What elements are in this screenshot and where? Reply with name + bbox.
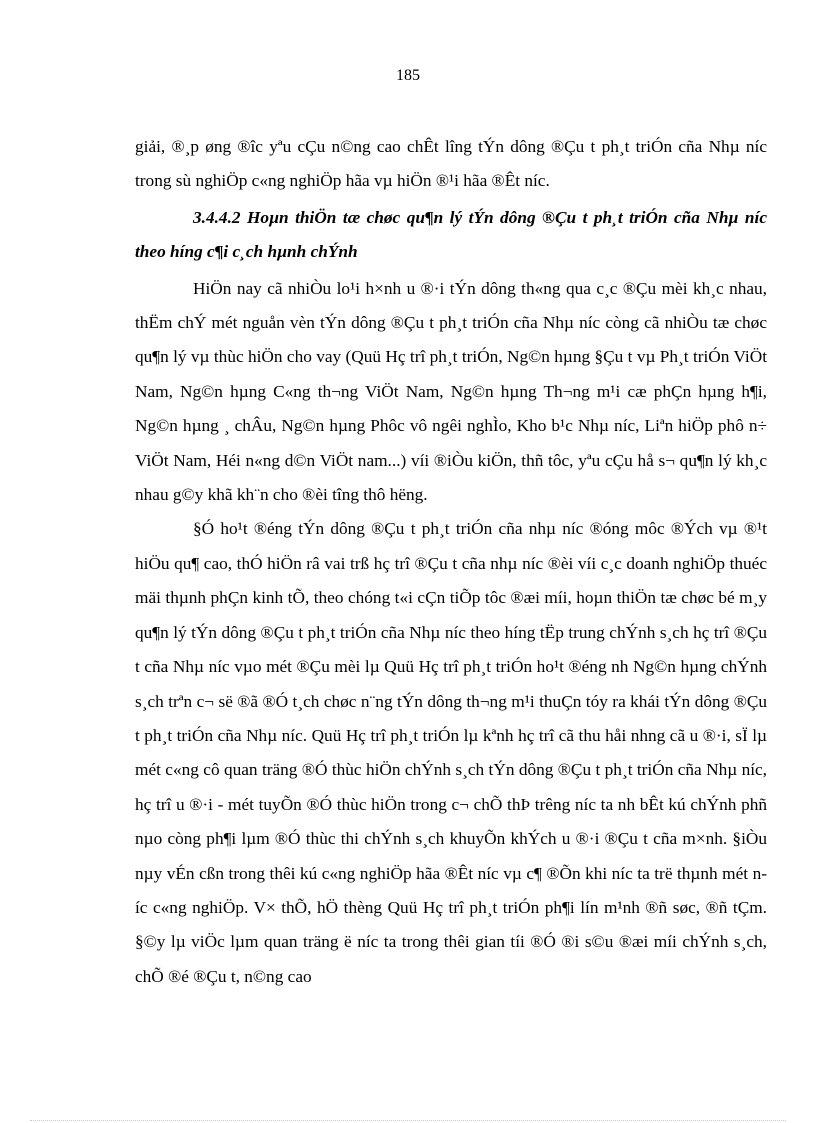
page-number: 185 [396, 67, 420, 84]
paragraph-continuation: giải, ®¸p øng ®îc yªu cÇu n©ng cao chÊt lîng tÝn dông ®Çu t ph¸t triÓn cña Nhµ níc trong sù nghiÖp c«ng nghiÖp hãa vµ hiÖn ®¹i hãa ®Êt níc. [135, 137, 767, 191]
body-text [135, 130, 767, 994]
page-bottom-border [30, 1120, 786, 1121]
paragraph: §Ó ho¹t ®éng tÝn dông ®Çu t ph¸t triÓn cña nhµ níc ®óng môc ®Ých vµ ®¹t hiÖu qu¶ cao, thÓ hiÖn râ vai trß hç trî ®Çu t cña nhµ níc ®èi víi c¸c doanh nghiÖp thuéc mäi thµnh phÇn kinh tÕ, theo chóng t«i cÇn tiÕp tôc ®æi míi, hoµn thiÖn tæ chøc bé m¸y qu¶n lý tÝn dông ®Çu t ph¸t triÓn cña Nhµ níc theo híng tËp trung chÝnh s¸ch hç trî ®Çu t cña Nhµ níc vµo mét ®Çu mèi lµ Quü Hç trî ph¸t triÓn ho¹t ®éng nh Ng©n hµng chÝnh s¸ch trªn c¬ së ®ã ®Ó t¸ch chøc n¨ng tÝn dông th¬ng m¹i thuÇn tóy ra khái tÝn dông ®Çu t ph¸t triÓn cña Nhµ níc. Quü Hç trî ph¸t triÓn lµ kªnh hç trî cã thu håi nhng cã u ®·i, sÏ lµ mét c«ng cô quan träng ®Ó thùc hiÖn chÝnh s¸ch tÝn dông ®Çu t ph¸t triÓn cña Nhµ níc, hç trî u ®·i - mét tuyÕn ®Ó thùc hiÖn trong c¬ chÕ thÞ trêng níc ta nh bÊt kú chÝnh phñ nµo còng ph¶i lµm ®Ó thùc thi chÝnh s¸ch khuyÕn khÝch u ®·i ®Çu t cña m×nh. §iÒu nµy vÉn cßn trong thêi kú c«ng nghiÖp hãa ®Êt níc vµ c¶ ®Õn khi níc ta trë thµnh mét níc c«ng nghiÖp. V× thÕ, hÖ thèng Quü Hç trî ph¸t triÓn ph¶i lín m¹nh ®ñ søc, ®ñ tÇm. §©y lµ viÖc lµm quan träng ë níc ta trong thêi gian tíi ®Ó ®i s©u ®æi míi chÝnh s¸ch, chÕ ®é ®Çu t, n©ng cao [135, 519, 767, 986]
paragraph: HiÖn nay cã nhiÒu lo¹i h×nh u ®·i tÝn dông th«ng qua c¸c ®Çu mèi kh¸c nhau, thËm chÝ mét nguån vèn tÝn dông ®Çu t ph¸t triÓn cña Nhµ níc còng cã nhiÒu tæ chøc qu¶n lý vµ thùc hiÖn cho vay (Quü Hç trî ph¸t triÓn, Ng©n hµng §Çu t vµ Ph¸t triÓn ViÖt Nam, Ng©n hµng C«ng th¬ng ViÖt Nam, Ng©n hµng Th¬ng m¹i cæ phÇn hµng h¶i, Ng©n hµng ¸ chÂu, Ng©n hµng Phôc vô ngêi nghÌo, Kho b¹c Nhµ níc, Liªn hiÖp phô n÷ ViÖt Nam, Héi n«ng d©n ViÖt nam...) víi ®iÒu kiÖn, thñ tôc, yªu cÇu hå s¬ qu¶n lý kh¸c nhau g©y khã kh¨n cho ®èi tîng thô hëng. [135, 278, 767, 505]
section-heading: 3.4.4.2 Hoµn thiÖn tæ chøc qu¶n lý tÝn dông ®Çu t ph¸t triÓn cña Nhµ níc theo híng c¶i c¸ch hµnh chÝnh [135, 207, 767, 262]
